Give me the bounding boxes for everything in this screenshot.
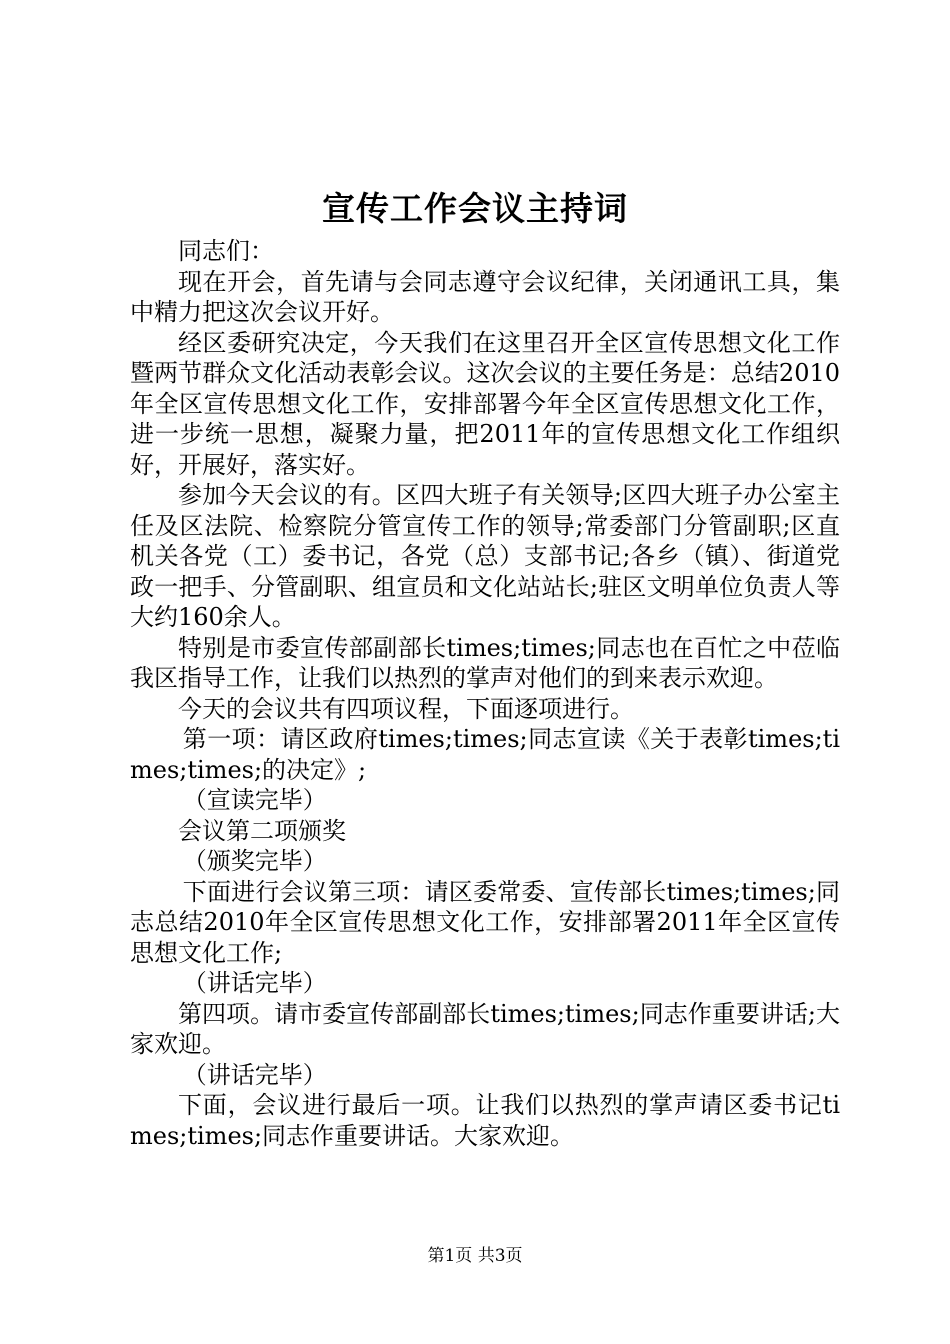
- document-body: [130, 236, 840, 1151]
- paragraph-item-three: 下面进行会议第三项：请区委常委、宣传部长times;times;同志总结2010年全区宣传思想文化工作，安排部署2011年全区宣传思想文化工作;: [130, 877, 840, 967]
- paragraph-agenda: 今天的会议共有四项议程，下面逐项进行。: [178, 694, 634, 723]
- paragraph-note-reading-done: （宣读完毕）: [182, 786, 327, 814]
- paragraph-note-speech-done-2: （讲话完毕）: [182, 1060, 327, 1089]
- paragraph-item-one: 第一项：请区政府times;times;同志宣读《关于表彰times;times;times;的决定》;: [130, 725, 840, 784]
- paragraph-note-speech-done-1: （讲话完毕）: [182, 969, 327, 997]
- paragraph-item-four: 第四项。请市委宣传部副部长times;times;同志作重要讲话;大家欢迎。: [130, 999, 840, 1058]
- paragraph-attendees: 参加今天会议的有。区四大班子有关领导;区四大班子办公室主任及区法院、检察院分管宣传工作的领导;常委部门分管副职;区直机关各党（工）委书记，各党（总）支部书记;各乡（镇）、街道党政一把手、分管副职、组宣员和文化站站长;驻区文明单位负责人等大约160余人。: [130, 481, 840, 631]
- paragraph-item-two: 会议第二项颁奖: [178, 816, 346, 845]
- paragraph-note-award-done: （颁奖完毕）: [182, 847, 327, 875]
- paragraph-opening: 现在开会，首先请与会同志遵守会议纪律，关闭通讯工具，集中精力把这次会议开好。: [130, 267, 840, 326]
- paragraph-welcome: 特别是市委宣传部副部长times;times;同志也在百忙之中莅临我区指导工作，让我们以热烈的掌声对他们的到来表示欢迎。: [130, 633, 840, 692]
- paragraph-final-item: 下面，会议进行最后一项。让我们以热烈的掌声请区委书记times;times;同志作重要讲话。大家欢迎。: [130, 1091, 840, 1150]
- page-number: 第1页 共3页: [427, 1246, 523, 1266]
- document-title: 宣传工作会议主持词: [322, 189, 628, 228]
- paragraph-purpose: 经区委研究决定，今天我们在这里召开全区宣传思想文化工作暨两节群众文化活动表彰会议。这次会议的主要任务是：总结2010年全区宣传思想文化工作，安排部署今年全区宣传思想文化工作，进一步统一思想，凝聚力量，把2011年的宣传思想文化工作组织好，开展好，落实好。: [130, 328, 840, 479]
- paragraph-greeting: 同志们：: [178, 237, 274, 265]
